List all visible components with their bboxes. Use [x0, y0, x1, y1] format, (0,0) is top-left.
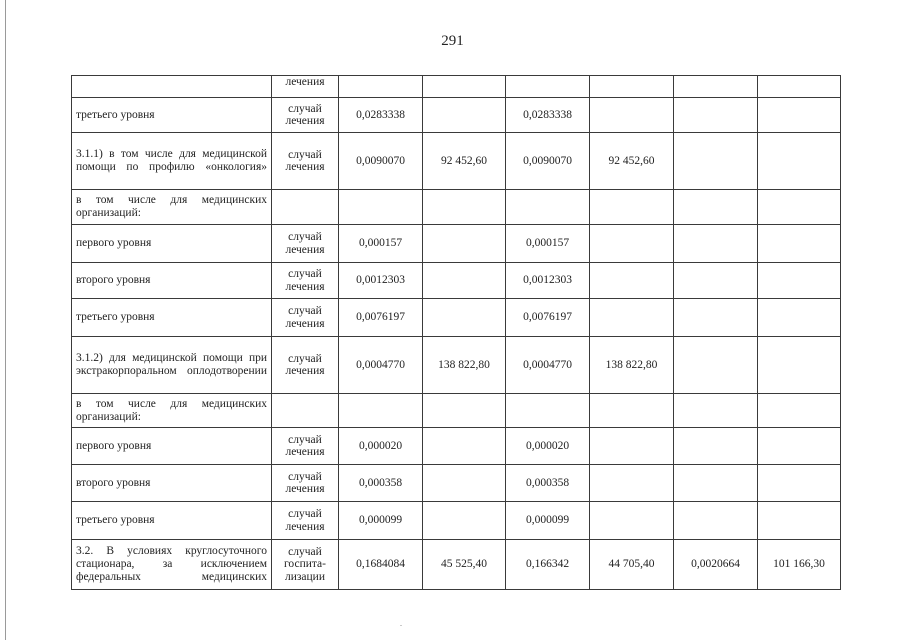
- row-name: третьего уровня: [72, 502, 272, 540]
- value-cell: [590, 428, 674, 465]
- page-number: 291: [441, 33, 464, 49]
- value-cell: 45 525,40: [423, 540, 506, 590]
- value-cell: [423, 98, 506, 133]
- value-cell: [674, 263, 758, 299]
- value-cell: 0,000099: [339, 502, 423, 540]
- value-cell: 0,000157: [506, 225, 590, 263]
- data-table: [71, 75, 841, 590]
- value-cell: [590, 190, 674, 225]
- value-cell: 0,0090070: [506, 133, 590, 190]
- value-cell: 101 166,30: [758, 540, 841, 590]
- value-cell: 92 452,60: [423, 133, 506, 190]
- value-cell: [758, 225, 841, 263]
- value-cell: [339, 394, 423, 428]
- table-row: [72, 428, 841, 465]
- row-name: в том числе для медицинских организаций:: [72, 190, 272, 225]
- row-name: второго уровня: [72, 263, 272, 299]
- value-cell: [339, 190, 423, 225]
- value-cell: [506, 394, 590, 428]
- row-unit: [272, 190, 339, 225]
- value-cell: [339, 76, 423, 98]
- value-cell: 44 705,40: [590, 540, 674, 590]
- row-name: [72, 76, 272, 98]
- row-name: 3.1.1) в том числе для медицинской помощи по профилю «онкология»: [72, 133, 272, 190]
- value-cell: [758, 394, 841, 428]
- value-cell: [423, 299, 506, 337]
- value-cell: 0,000020: [506, 428, 590, 465]
- value-cell: [674, 394, 758, 428]
- value-cell: 0,0004770: [339, 337, 423, 394]
- table-row: [72, 76, 841, 98]
- value-cell: 0,0012303: [339, 263, 423, 299]
- value-cell: [758, 263, 841, 299]
- value-cell: [674, 502, 758, 540]
- row-unit: случай лечения: [272, 225, 339, 263]
- value-cell: [506, 76, 590, 98]
- value-cell: [758, 337, 841, 394]
- value-cell: [506, 190, 590, 225]
- table-row: [72, 263, 841, 299]
- value-cell: [590, 299, 674, 337]
- value-cell: 0,166342: [506, 540, 590, 590]
- table-row: [72, 299, 841, 337]
- value-cell: [423, 76, 506, 98]
- value-cell: 0,1684084: [339, 540, 423, 590]
- row-unit: случай лечения: [272, 502, 339, 540]
- value-cell: [674, 190, 758, 225]
- value-cell: [590, 263, 674, 299]
- value-cell: [590, 98, 674, 133]
- row-unit: случай лечения: [272, 98, 339, 133]
- value-cell: 0,0090070: [339, 133, 423, 190]
- value-cell: 92 452,60: [590, 133, 674, 190]
- table-row: [72, 502, 841, 540]
- value-cell: [590, 76, 674, 98]
- row-name: в том числе для медицинских организаций:: [72, 394, 272, 428]
- value-cell: [674, 133, 758, 190]
- row-name: 3.1.2) для медицинской помощи при экстракорпоральном оплодотворении: [72, 337, 272, 394]
- value-cell: [758, 502, 841, 540]
- value-cell: [758, 76, 841, 98]
- value-cell: 0,0004770: [506, 337, 590, 394]
- value-cell: 0,000020: [339, 428, 423, 465]
- value-cell: [674, 337, 758, 394]
- row-unit: случай госпита-лизации: [272, 540, 339, 590]
- row-name: второго уровня: [72, 465, 272, 502]
- value-cell: 0,0012303: [506, 263, 590, 299]
- row-unit: случай лечения: [272, 337, 339, 394]
- table-row: [72, 337, 841, 394]
- table-row: [72, 465, 841, 502]
- value-cell: [758, 98, 841, 133]
- table-row: [72, 190, 841, 225]
- row-unit: случай лечения: [272, 465, 339, 502]
- table-row: [72, 98, 841, 133]
- row-unit: случай лечения: [272, 299, 339, 337]
- value-cell: 0,000099: [506, 502, 590, 540]
- value-cell: 0,000358: [339, 465, 423, 502]
- value-cell: [674, 98, 758, 133]
- value-cell: [758, 465, 841, 502]
- page-edge-rule: [5, 0, 6, 640]
- value-cell: 0,0020664: [674, 540, 758, 590]
- value-cell: 0,000157: [339, 225, 423, 263]
- value-cell: 0,0283338: [506, 98, 590, 133]
- row-unit: случай лечения: [272, 428, 339, 465]
- value-cell: [423, 394, 506, 428]
- value-cell: [423, 225, 506, 263]
- value-cell: [423, 190, 506, 225]
- table-row: [72, 540, 841, 590]
- value-cell: [423, 502, 506, 540]
- row-name: первого уровня: [72, 428, 272, 465]
- row-unit: случай лечения: [272, 133, 339, 190]
- value-cell: [674, 465, 758, 502]
- value-cell: [590, 225, 674, 263]
- row-name: третьего уровня: [72, 299, 272, 337]
- value-cell: 0,0076197: [339, 299, 423, 337]
- value-cell: 138 822,80: [423, 337, 506, 394]
- row-name: 3.2. В условиях круглосуточного стационара, за исключением федеральных медицинских: [72, 540, 272, 590]
- value-cell: 0,0076197: [506, 299, 590, 337]
- value-cell: [674, 428, 758, 465]
- value-cell: [423, 465, 506, 502]
- value-cell: [674, 299, 758, 337]
- value-cell: [423, 263, 506, 299]
- value-cell: [590, 465, 674, 502]
- row-name: третьего уровня: [72, 98, 272, 133]
- value-cell: 0,000358: [506, 465, 590, 502]
- value-cell: [423, 428, 506, 465]
- value-cell: [674, 225, 758, 263]
- value-cell: [758, 299, 841, 337]
- row-unit: случай лечения: [272, 263, 339, 299]
- page-mark: .: [400, 619, 402, 628]
- row-unit: лечения: [272, 76, 339, 98]
- value-cell: 0,0283338: [339, 98, 423, 133]
- table-row: [72, 225, 841, 263]
- table-row: [72, 394, 841, 428]
- value-cell: [590, 394, 674, 428]
- value-cell: 138 822,80: [590, 337, 674, 394]
- table-row: [72, 133, 841, 190]
- value-cell: [758, 190, 841, 225]
- value-cell: [758, 428, 841, 465]
- value-cell: [674, 76, 758, 98]
- value-cell: [590, 502, 674, 540]
- row-name: первого уровня: [72, 225, 272, 263]
- row-unit: [272, 394, 339, 428]
- value-cell: [758, 133, 841, 190]
